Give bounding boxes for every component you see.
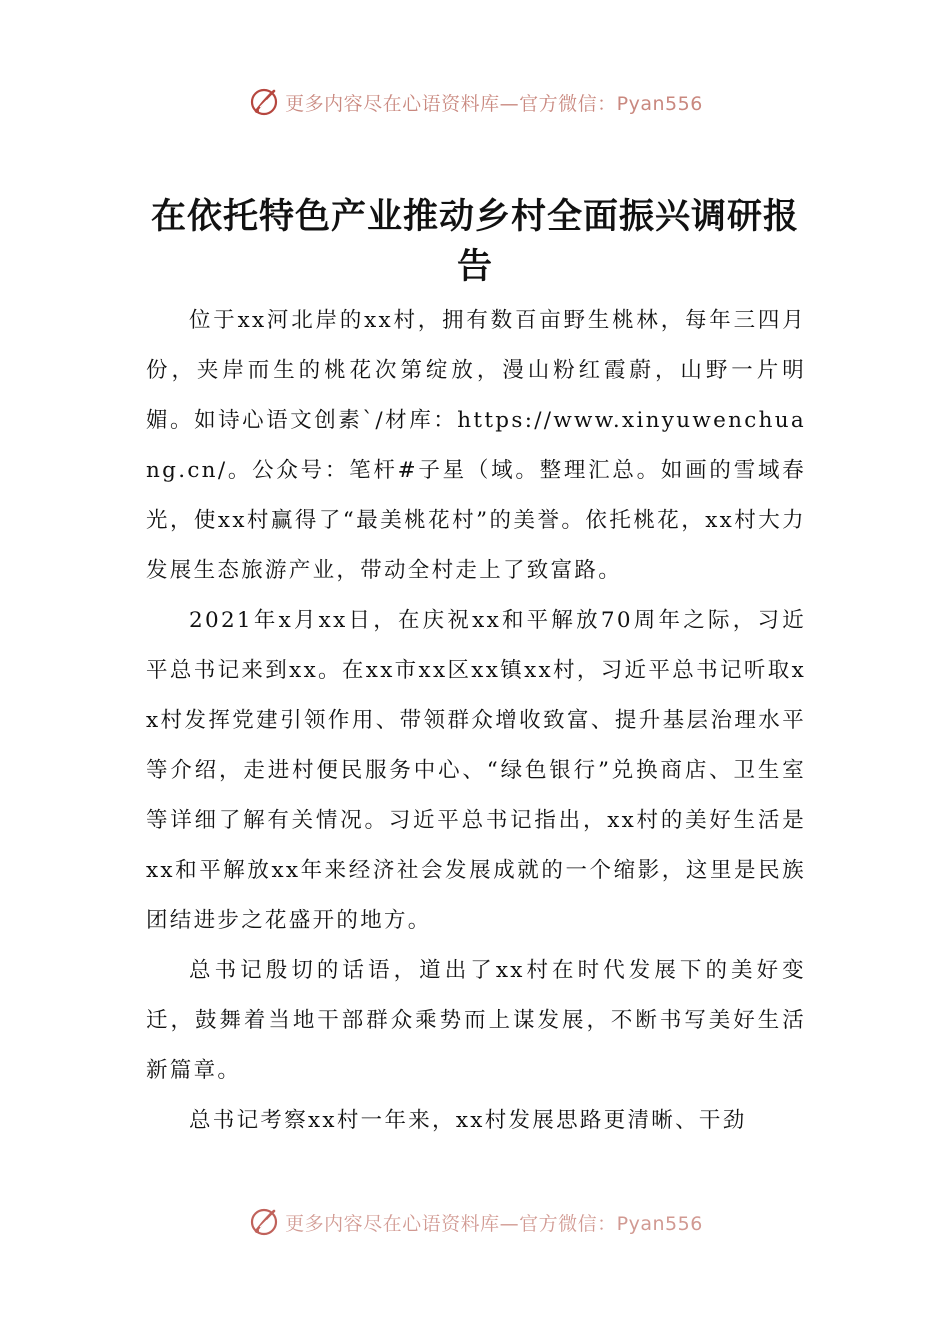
paragraph-1: 位于xx河北岸的xx村，拥有数百亩野生桃林，每年三四月份，夹岸而生的桃花次第绽放，漫山粉红霞蔚，山野一片明媚。如诗心语文创素`/材库：https://www.xinyuwenchuang.cn/。公众号：笔杆#子星（域。整理汇总。如画的雪域春光，使xx村赢得了“最美桃花村”的美誉。依托桃花，xx村大力发展生态旅游产业，带动全村走上了致富路。 (146, 308, 806, 583)
paragraph-2: 2021年x月xx日，在庆祝xx和平解放70周年之际，习近平总书记来到xx。在xx市xx区xx镇xx村，习近平总书记听取xx村发挥党建引领作用、带领群众增收致富、提升基层治理水平等介绍，走进村便民服务中心、“绿色银行”兑换商店、卫生室等详细了解有关情况。习近平总书记指出，xx村的美好生活是xx和平解放xx年来经济社会发展成就的一个缩影，这里是民族团结进步之花盛开的地方。 (146, 608, 806, 933)
document-title: 在依托特色产业推动乡村全面振兴调研报告 (150, 196, 799, 287)
watermark-footer (0, 1202, 950, 1242)
pen-logo-icon (247, 85, 281, 119)
paragraph-4: 总书记考察xx村一年来，xx村发展思路更清晰、干劲 (189, 1108, 747, 1133)
document-body (146, 296, 806, 1146)
paragraph-3: 总书记殷切的话语，道出了xx村在时代发展下的美好变迁，鼓舞着当地干部群众乘势而上谋发展，不断书写美好生活新篇章。 (146, 958, 806, 1083)
pen-logo-icon (247, 1205, 281, 1239)
watermark-header-text: 更多内容尽在心语资料库—官方微信：Pyan556 (285, 92, 703, 115)
watermark-footer-content (247, 1205, 703, 1239)
watermark-header-content (247, 85, 703, 119)
watermark-footer-text: 更多内容尽在心语资料库—官方微信：Pyan556 (285, 1212, 703, 1235)
watermark-header (0, 82, 950, 122)
